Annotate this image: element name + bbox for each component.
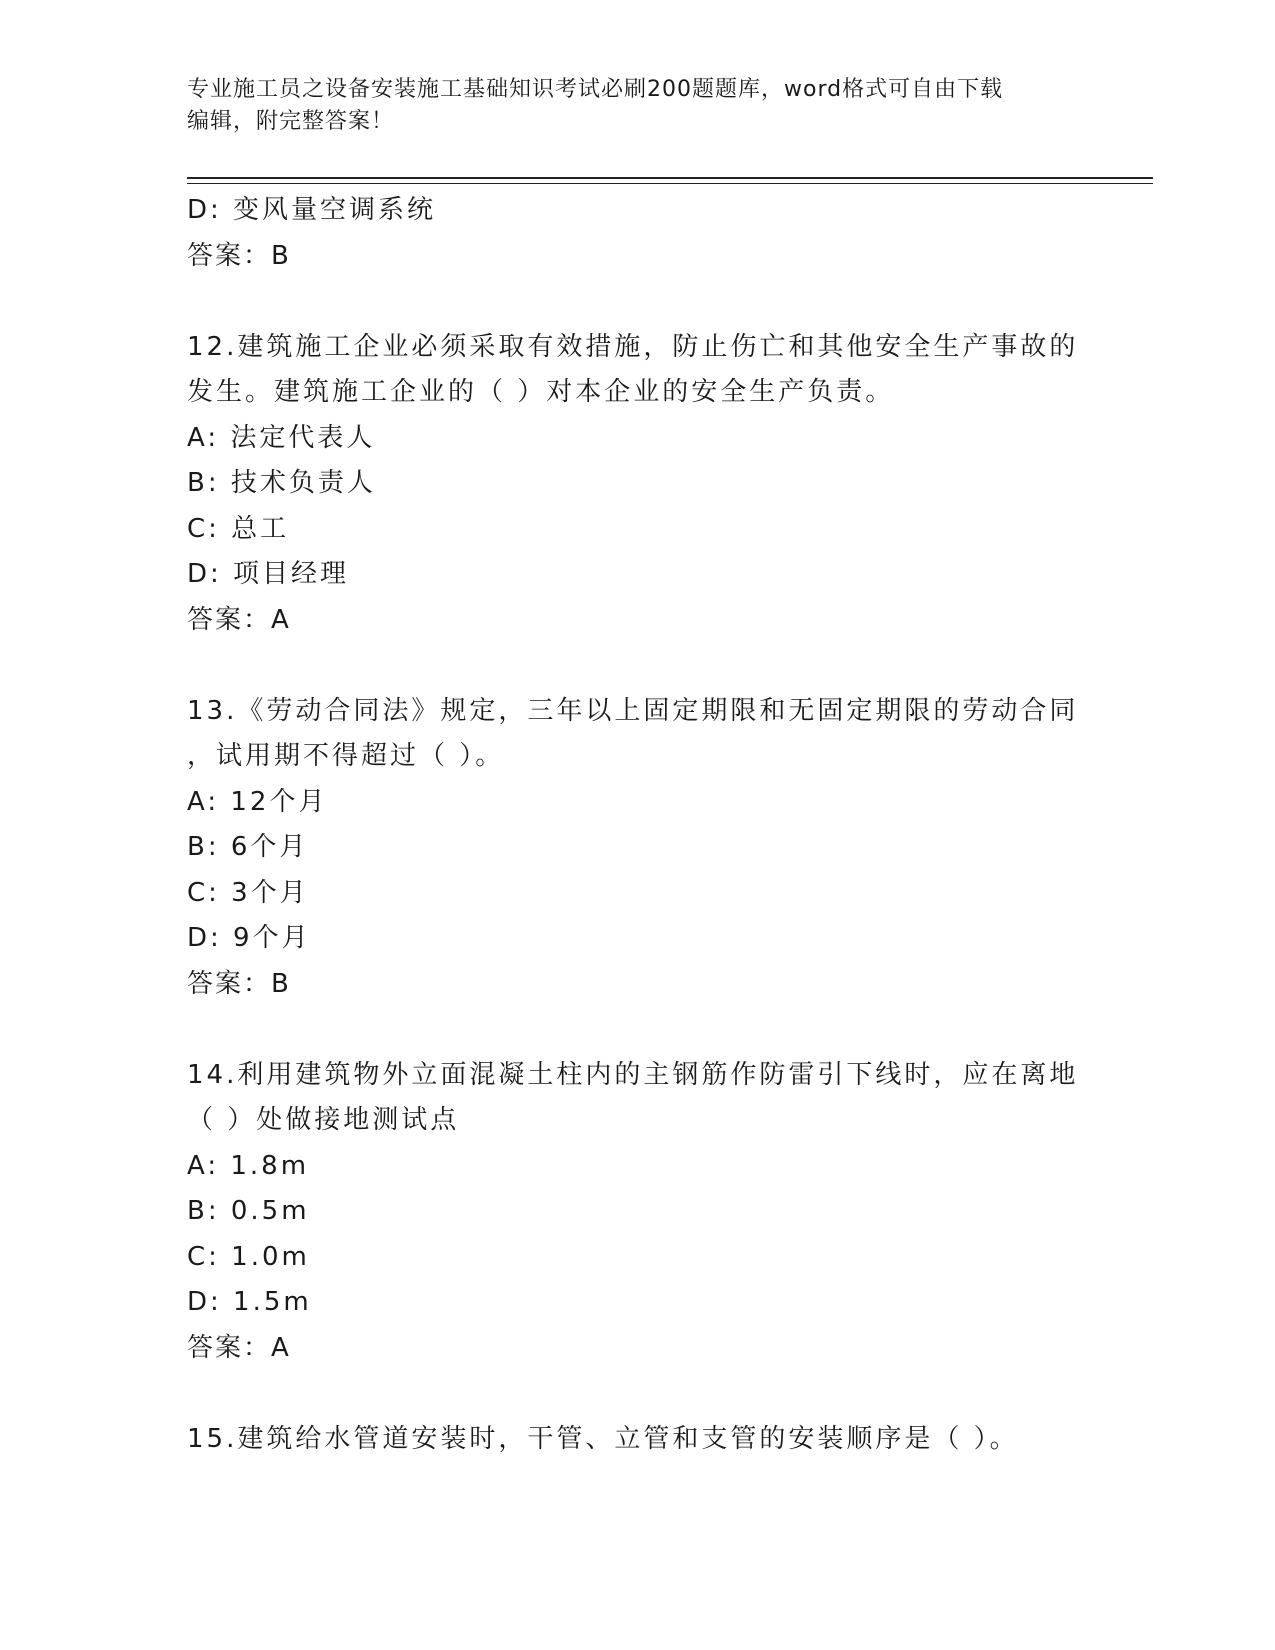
question-stem-line-2: （ ）处做接地测试点 [187, 1105, 460, 1135]
question-list [187, 188, 1087, 1462]
option-c: C: 总工 [187, 513, 290, 544]
answer-line: 答案：A [187, 604, 291, 635]
option-b: B: 技术负责人 [187, 468, 376, 498]
question-stem-line-1: 13.《劳动合同法》规定，三年以上固定期限和无固定期限的劳动合同 [187, 695, 1079, 726]
header-title-line-2: 编辑，附完整答案！ [187, 109, 395, 134]
question-15 [187, 1417, 1087, 1463]
header-divider-thin [187, 183, 1153, 184]
option-d: D: 变风量空调系统 [187, 195, 437, 225]
question-13 [187, 689, 1087, 1008]
question-11-continued [187, 188, 1087, 279]
answer-line: 答案：A [187, 1332, 291, 1363]
option-d: D: 1.5m [187, 1287, 312, 1317]
option-d: D: 项目经理 [187, 559, 350, 589]
option-c: C: 3个月 [187, 877, 309, 908]
question-12 [187, 325, 1087, 644]
header-title-line-1: 专业施工员之设备安装施工基础知识考试必刷200题题库，word格式可自由下载 [187, 77, 1004, 102]
option-a: A: 1.8m [187, 1150, 310, 1181]
option-a: A: 法定代表人 [187, 422, 376, 453]
question-stem-line-1: 15.建筑给水管道安装时，干管、立管和支管的安装顺序是（ ）。 [187, 1423, 1019, 1454]
option-d: D: 9个月 [187, 923, 311, 953]
answer-line: 答案：B [187, 968, 291, 999]
document-header [187, 74, 1087, 138]
question-stem-line-2: 发生。建筑施工企业的（ ）对本企业的安全生产负责。 [187, 377, 895, 407]
option-c: C: 1.0m [187, 1241, 310, 1272]
question-stem-line-2: ，试用期不得超过（ ）。 [187, 741, 505, 771]
question-14 [187, 1053, 1087, 1372]
option-a: A: 12个月 [187, 786, 328, 817]
answer-line: 答案：B [187, 240, 291, 271]
option-b: B: 0.5m [187, 1196, 310, 1226]
question-stem-line-1: 12.建筑施工企业必须采取有效措施，防止伤亡和其他安全生产事故的 [187, 331, 1079, 362]
option-b: B: 6个月 [187, 832, 309, 862]
header-divider-thick [187, 177, 1153, 179]
question-stem-line-1: 14.利用建筑物外立面混凝土柱内的主钢筋作防雷引下线时，应在离地 [187, 1059, 1079, 1090]
